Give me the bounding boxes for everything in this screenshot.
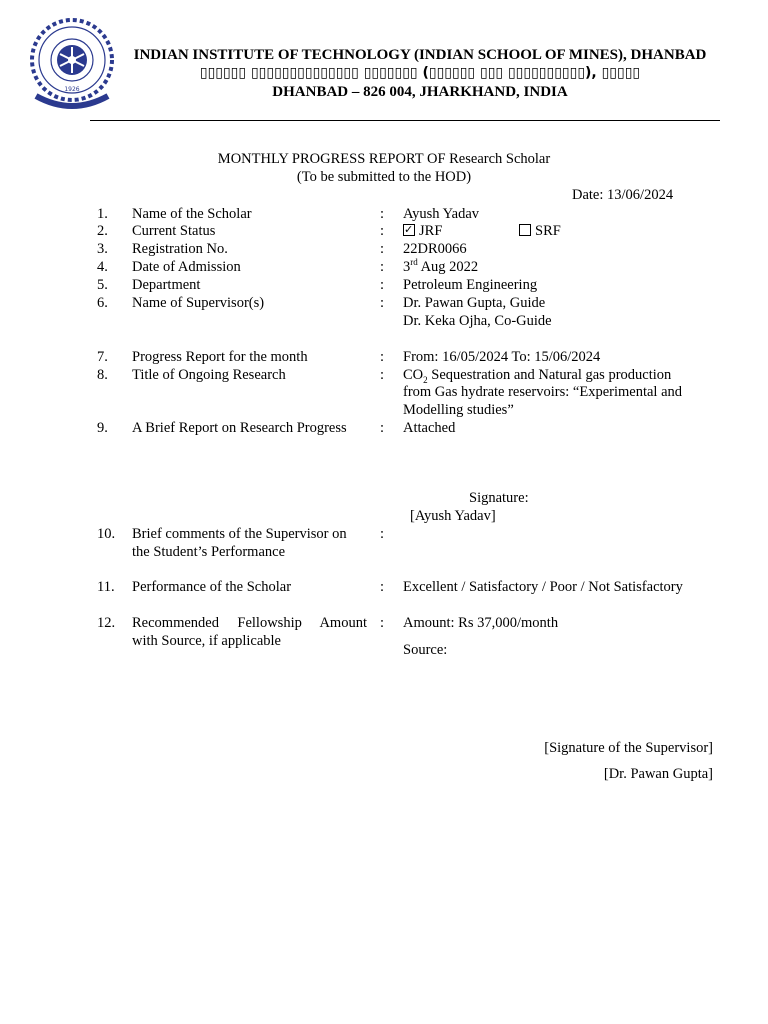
- row-number: 9.: [97, 420, 108, 436]
- label-supervisor-comments: Brief comments of the Supervisor on: [132, 526, 347, 542]
- row-number: 5.: [97, 277, 108, 293]
- value-fellowship-source: Source:: [403, 642, 448, 658]
- status-option-jrf[interactable]: [403, 222, 442, 240]
- scholar-signature-name: [Ayush Yadav]: [410, 508, 496, 524]
- row-number: 7.: [97, 349, 108, 365]
- label-brief-report: A Brief Report on Research Progress: [132, 420, 347, 436]
- value-fellowship-amount: Amount: Rs 37,000/month: [403, 615, 559, 631]
- value-report-period: From: 16/05/2024 To: 15/06/2024: [403, 349, 601, 365]
- srf-label: SRF: [535, 223, 561, 239]
- report-date: Date: 13/06/2024: [572, 187, 674, 203]
- iit-ism-logo: [26, 12, 118, 118]
- report-title: MONTHLY PROGRESS REPORT OF Research Scholar: [217, 151, 551, 167]
- colon: :: [380, 295, 385, 311]
- row-number: 11.: [97, 579, 115, 595]
- scholar-signature-label: Signature:: [469, 490, 529, 506]
- header-divider: [90, 120, 720, 121]
- srf-checkbox[interactable]: [519, 224, 531, 236]
- value-scholar-name: Ayush Yadav: [403, 206, 480, 222]
- row-number: 12.: [97, 615, 116, 631]
- colon: :: [380, 259, 385, 275]
- colon: :: [380, 277, 385, 293]
- value-research-title-line2: from Gas hydrate reservoirs: “Experimental and: [403, 384, 683, 400]
- row-number: 6.: [97, 295, 108, 311]
- value-department: Petroleum Engineering: [403, 277, 538, 293]
- supervisor-signature-name: [Dr. Pawan Gupta]: [603, 766, 713, 782]
- colon: :: [380, 206, 385, 222]
- institute-address: DHANBAD – 826 004, JHARKHAND, INDIA: [272, 84, 568, 100]
- institute-name-english: INDIAN INSTITUTE OF TECHNOLOGY (INDIAN SCHOOL OF MINES), DHANBAD: [133, 47, 707, 63]
- label-registration-no: Registration No.: [132, 241, 228, 257]
- row-number: 1.: [97, 206, 108, 222]
- value-co-guide: Dr. Keka Ojha, Co-Guide: [403, 313, 552, 329]
- row-number: 3.: [97, 241, 108, 257]
- colon: :: [380, 349, 385, 365]
- colon: :: [380, 420, 385, 436]
- jrf-label: JRF: [419, 223, 443, 239]
- colon: :: [380, 367, 385, 383]
- report-subtitle: (To be submitted to the HOD): [296, 169, 472, 185]
- jrf-checkbox-checked[interactable]: [403, 224, 415, 236]
- colon: :: [380, 223, 385, 239]
- label-report-month: Progress Report for the month: [132, 349, 308, 365]
- row-number: 4.: [97, 259, 108, 275]
- label-scholar-name: Name of the Scholar: [132, 206, 252, 222]
- label-research-title: Title of Ongoing Research: [132, 367, 286, 383]
- value-performance-options: Excellent / Satisfactory / Poor / Not Satisfactory: [403, 579, 683, 595]
- institute-name-hindi: ▯▯▯▯▯▯ ▯▯▯▯▯▯▯▯▯▯▯▯▯▯ ▯▯▯▯▯▯▯ (▯▯▯▯▯▯ ▯▯▯ ▯▯▯▯▯▯▯▯▯▯), ▯▯▯▯▯: [199, 65, 641, 81]
- value-brief-report: Attached: [403, 420, 456, 436]
- value-date-of-admission: 3rd Aug 2022: [403, 257, 479, 275]
- label-fellowship-amount: Recommended Fellowship Amount: [132, 615, 367, 631]
- colon: :: [380, 526, 385, 542]
- value-research-title-line1: $CO_2$ Sequestration and Natural gas production: [403, 367, 672, 385]
- colon: :: [380, 241, 385, 257]
- supervisor-signature-label: [Signature of the Supervisor]: [544, 740, 713, 756]
- label-department: Department: [132, 277, 201, 293]
- label-supervisor-comments-line2: the Student’s Performance: [132, 544, 286, 560]
- label-performance: Performance of the Scholar: [132, 579, 292, 595]
- row-number: 10.: [97, 526, 116, 542]
- status-option-srf[interactable]: [519, 222, 561, 240]
- label-date-of-admission: Date of Admission: [132, 259, 241, 275]
- svg-text:1926: 1926: [64, 86, 80, 93]
- value-research-title-line3: Modelling studies”: [403, 402, 514, 418]
- row-number: 2.: [97, 223, 108, 239]
- row-number: 8.: [97, 367, 108, 383]
- value-guide: Dr. Pawan Gupta, Guide: [403, 295, 546, 311]
- colon: :: [380, 615, 385, 631]
- label-fellowship-source: with Source, if applicable: [132, 633, 281, 649]
- label-supervisors: Name of Supervisor(s): [132, 295, 265, 311]
- label-current-status: Current Status: [132, 223, 216, 239]
- value-registration-no: 22DR0066: [403, 241, 467, 257]
- colon: :: [380, 579, 385, 595]
